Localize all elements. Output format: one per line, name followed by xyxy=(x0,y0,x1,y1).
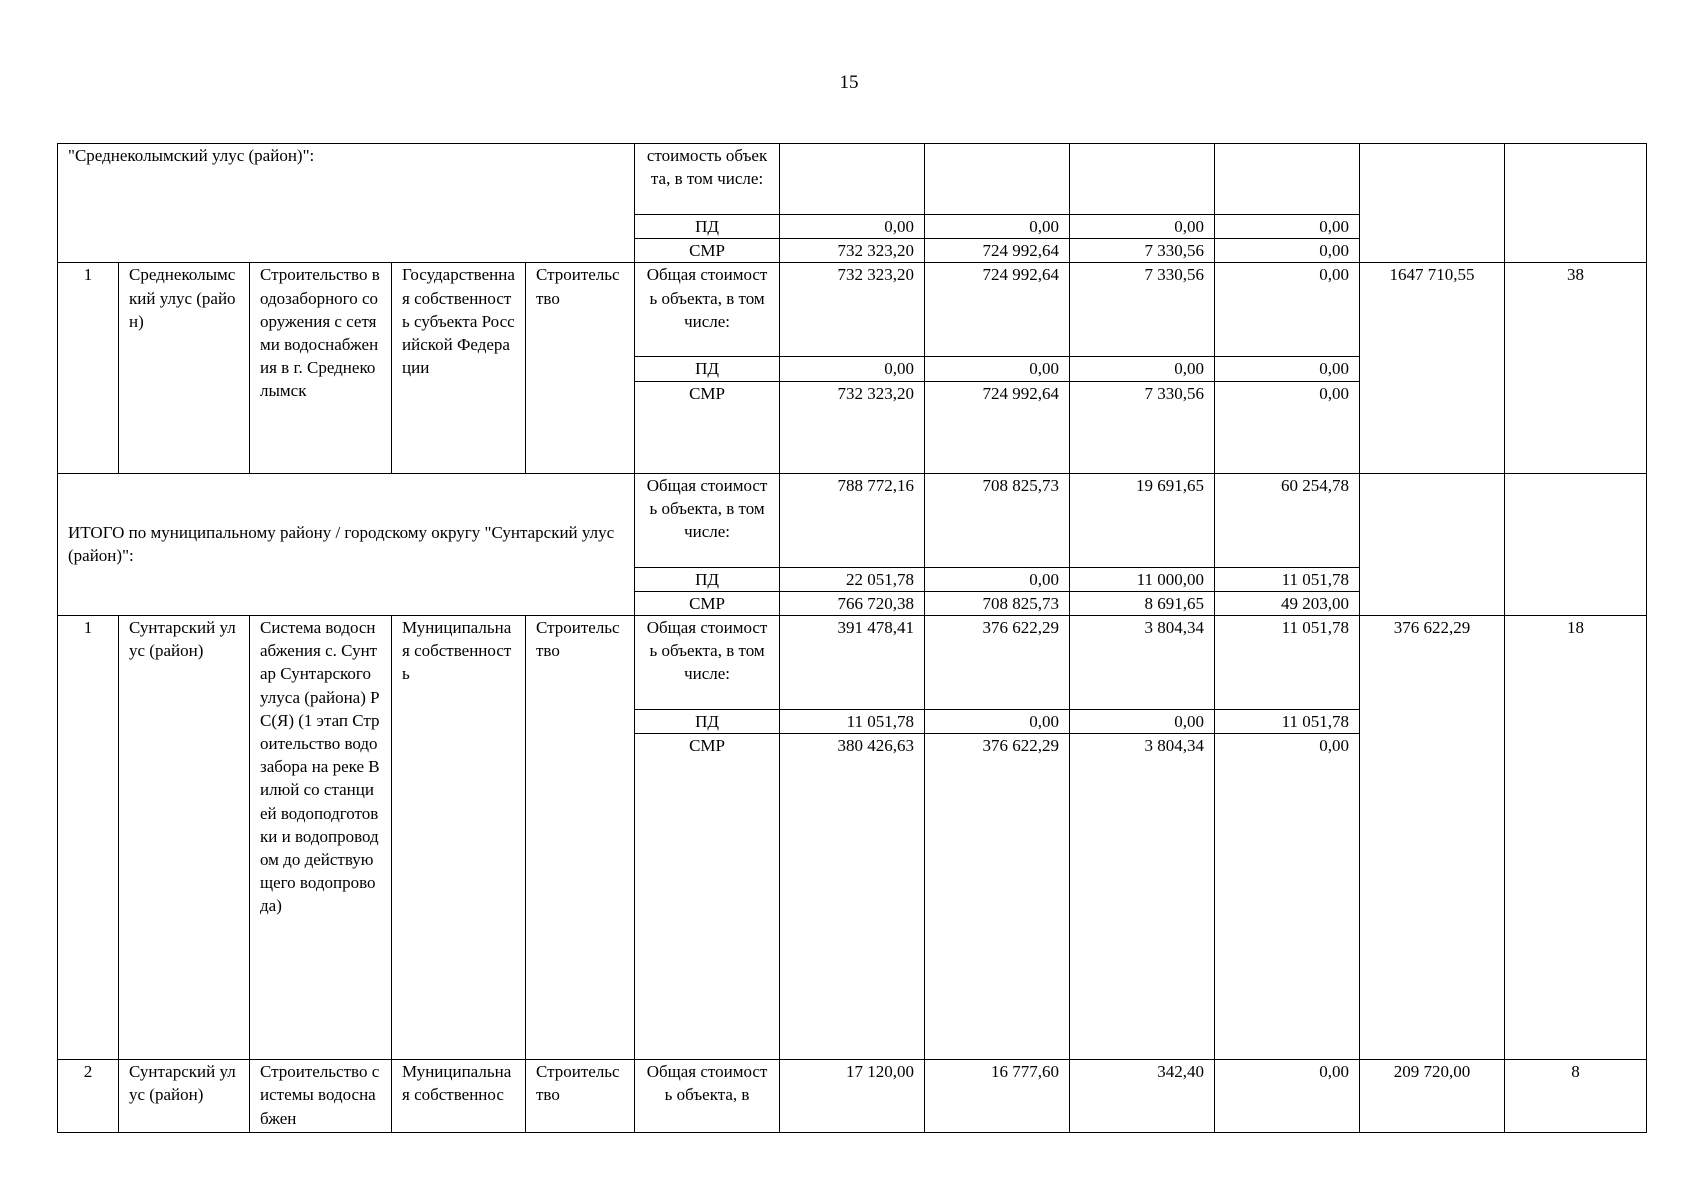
table-row xyxy=(58,144,1647,215)
count-cell: 8 xyxy=(1505,1060,1647,1133)
value-cell: 0,00 xyxy=(1070,710,1215,734)
value-cell: 7 330,56 xyxy=(1070,381,1215,473)
value-cell: 0,00 xyxy=(1070,215,1215,239)
value-cell: 391 478,41 xyxy=(780,616,925,710)
row-label-smr: СМР xyxy=(635,734,780,1060)
row-number: 2 xyxy=(58,1060,119,1133)
capacity-cell: 209 720,00 xyxy=(1360,1060,1505,1133)
value-cell: 22 051,78 xyxy=(780,567,925,591)
value-cell: 376 622,29 xyxy=(925,734,1070,1060)
summary-title-suntar: ИТОГО по муниципальному району / городскому округу "Сунтарский улус (район)": xyxy=(58,473,635,615)
value-cell: 0,00 xyxy=(1215,263,1360,357)
capacity-cell: 1647 710,55 xyxy=(1360,263,1505,473)
count-cell: 38 xyxy=(1505,263,1647,473)
value-cell: 60 254,78 xyxy=(1215,473,1360,567)
value-cell: 0,00 xyxy=(1215,734,1360,1060)
value-cell: 11 051,78 xyxy=(780,710,925,734)
value-cell: 11 000,00 xyxy=(1070,567,1215,591)
value-cell: 49 203,00 xyxy=(1215,591,1360,615)
value-cell: 0,00 xyxy=(1215,357,1360,381)
district-cell: Сунтарский улус (район) xyxy=(119,616,250,1060)
value-cell: 724 992,64 xyxy=(925,381,1070,473)
value-cell: 11 051,78 xyxy=(1215,710,1360,734)
work-type-cell: Строительство xyxy=(526,616,635,1060)
value-cell: 19 691,65 xyxy=(1070,473,1215,567)
ownership-cell: Муниципальная собственность xyxy=(392,616,526,1060)
row-label-pd: ПД xyxy=(635,215,780,239)
value-cell: 788 772,16 xyxy=(780,473,925,567)
row-label-smr: СМР xyxy=(635,239,780,263)
value-cell: 7 330,56 xyxy=(1070,239,1215,263)
row-label-pd: ПД xyxy=(635,357,780,381)
row-label-pd: ПД xyxy=(635,710,780,734)
row-label-total: Общая стоимость объекта, в том числе: xyxy=(635,473,780,567)
value-cell: 3 804,34 xyxy=(1070,734,1215,1060)
row-label-total: стоимость объекта, в том числе: xyxy=(635,144,780,215)
object-name-cell: Строительство системы водоснабжен xyxy=(250,1060,392,1133)
district-cell: Среднеколымский улус (район) xyxy=(119,263,250,473)
value-cell: 0,00 xyxy=(925,215,1070,239)
value-cell: 732 323,20 xyxy=(780,239,925,263)
work-type-cell: Строительство xyxy=(526,1060,635,1133)
value-cell: 380 426,63 xyxy=(780,734,925,1060)
budget-table xyxy=(57,143,1647,1133)
section-title-srednekolymsky: "Среднеколымский улус (район)": xyxy=(58,144,635,263)
value-cell: 342,40 xyxy=(1070,1060,1215,1133)
value-cell: 0,00 xyxy=(1215,215,1360,239)
row-label-smr: СМР xyxy=(635,381,780,473)
page-number: 15 xyxy=(839,72,859,93)
value-cell: 732 323,20 xyxy=(780,381,925,473)
row-label-smr: СМР xyxy=(635,591,780,615)
value-cell: 724 992,64 xyxy=(925,263,1070,357)
value-cell: 708 825,73 xyxy=(925,473,1070,567)
row-label-pd: ПД xyxy=(635,567,780,591)
value-cell: 376 622,29 xyxy=(925,616,1070,710)
value-cell: 0,00 xyxy=(780,215,925,239)
work-type-cell: Строительство xyxy=(526,263,635,473)
value-cell: 0,00 xyxy=(1215,239,1360,263)
row-label-total: Общая стоимость объекта, в xyxy=(635,1060,780,1133)
value-cell: 708 825,73 xyxy=(925,591,1070,615)
value-cell: 0,00 xyxy=(1215,381,1360,473)
table-row xyxy=(58,616,1647,710)
capacity-cell: 376 622,29 xyxy=(1360,616,1505,1060)
object-name-cell: Система водоснабжения с. Сунтар Сунтарского улуса (района) РС(Я) (1 этап Строительство водозабора на реке Вилюй со станцией водоподготовки и водопроводом до действующего водопровода) xyxy=(250,616,392,1060)
value-cell: 3 804,34 xyxy=(1070,616,1215,710)
value-cell: 766 720,38 xyxy=(780,591,925,615)
table-row xyxy=(58,1060,1647,1133)
value-cell: 0,00 xyxy=(1070,357,1215,381)
table-row xyxy=(58,263,1647,357)
count-cell: 18 xyxy=(1505,616,1647,1060)
value-cell: 0,00 xyxy=(925,710,1070,734)
ownership-cell: Муниципальная собственнос xyxy=(392,1060,526,1133)
value-cell: 0,00 xyxy=(1215,1060,1360,1133)
value-cell: 0,00 xyxy=(780,357,925,381)
value-cell: 0,00 xyxy=(925,357,1070,381)
value-cell: 16 777,60 xyxy=(925,1060,1070,1133)
row-label-total: Общая стоимость объекта, в том числе: xyxy=(635,263,780,357)
row-label-total: Общая стоимость объекта, в том числе: xyxy=(635,616,780,710)
ownership-cell: Государственная собственность субъекта Российской Федерации xyxy=(392,263,526,473)
district-cell: Сунтарский улус (район) xyxy=(119,1060,250,1133)
row-number: 1 xyxy=(58,616,119,1060)
table-row xyxy=(58,473,1647,567)
value-cell: 8 691,65 xyxy=(1070,591,1215,615)
object-name-cell: Строительство водозаборного сооружения с сетями водоснабжения в г. Среднеколымск xyxy=(250,263,392,473)
value-cell: 7 330,56 xyxy=(1070,263,1215,357)
value-cell: 11 051,78 xyxy=(1215,567,1360,591)
value-cell: 17 120,00 xyxy=(780,1060,925,1133)
value-cell: 724 992,64 xyxy=(925,239,1070,263)
value-cell: 0,00 xyxy=(925,567,1070,591)
row-number: 1 xyxy=(58,263,119,473)
value-cell: 11 051,78 xyxy=(1215,616,1360,710)
value-cell: 732 323,20 xyxy=(780,263,925,357)
